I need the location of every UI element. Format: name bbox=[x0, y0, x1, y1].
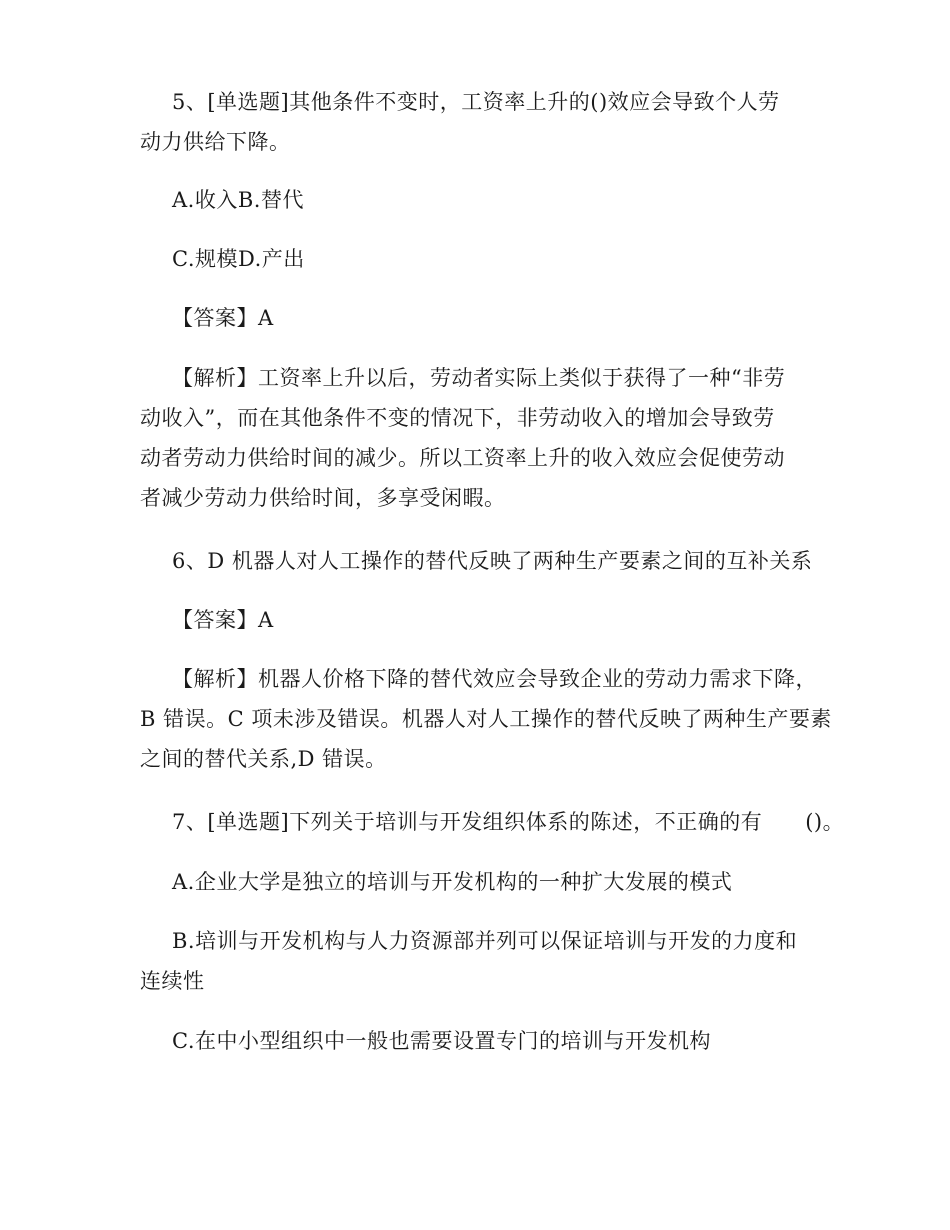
q5-option-cd: C.规模D.产出 bbox=[172, 247, 305, 271]
q5-stem-line-2: 动力供给下降。 bbox=[140, 130, 291, 154]
q7-stem: 7、[单选题]下列关于培训与开发组织体系的陈述，不正确的有 ()。 bbox=[172, 810, 845, 834]
q7-option-c: C.在中小型组织中一般也需要设置专门的培训与开发机构 bbox=[172, 1029, 711, 1053]
q6-analysis-line-3: 之间的替代关系,D 错误。 bbox=[140, 747, 387, 771]
q7-option-a: A.企业大学是独立的培训与开发机构的一种扩大发展的模式 bbox=[172, 870, 733, 894]
q5-answer: 【答案】A bbox=[172, 306, 274, 330]
q5-stem-line-1: 5、[单选题]其他条件不变时，工资率上升的()效应会导致个人劳 bbox=[172, 90, 780, 114]
q7-option-b-line-1: B.培训与开发机构与人力资源部并列可以保证培训与开发的力度和 bbox=[172, 929, 798, 953]
q6-answer: 【答案】A bbox=[172, 608, 274, 632]
q7-option-b-line-2: 连续性 bbox=[140, 969, 205, 993]
q5-option-ab: A.收入B.替代 bbox=[172, 188, 304, 212]
q6-stem: 6、D 机器人对人工操作的替代反映了两种生产要素之间的互补关系 bbox=[172, 549, 813, 573]
q6-analysis-line-1: 【解析】机器人价格下降的替代效应会导致企业的劳动力需求下降， bbox=[172, 667, 817, 691]
q5-analysis-line-3: 动者劳动力供给时间的减少。所以工资率上升的收入效应会促使劳动 bbox=[140, 446, 785, 470]
q5-analysis-line-4: 者减少劳动力供给时间，多享受闲暇。 bbox=[140, 486, 506, 510]
q6-analysis-line-2: B 错误。C 项未涉及错误。机器人对人工操作的替代反映了两种生产要素 bbox=[140, 707, 832, 731]
q5-analysis-line-1: 【解析】工资率上升以后，劳动者实际上类似于获得了一种“非劳 bbox=[172, 366, 786, 390]
q5-analysis-line-2: 动收入”，而在其他条件不变的情况下，非劳动收入的增加会导致劳 bbox=[140, 406, 775, 430]
